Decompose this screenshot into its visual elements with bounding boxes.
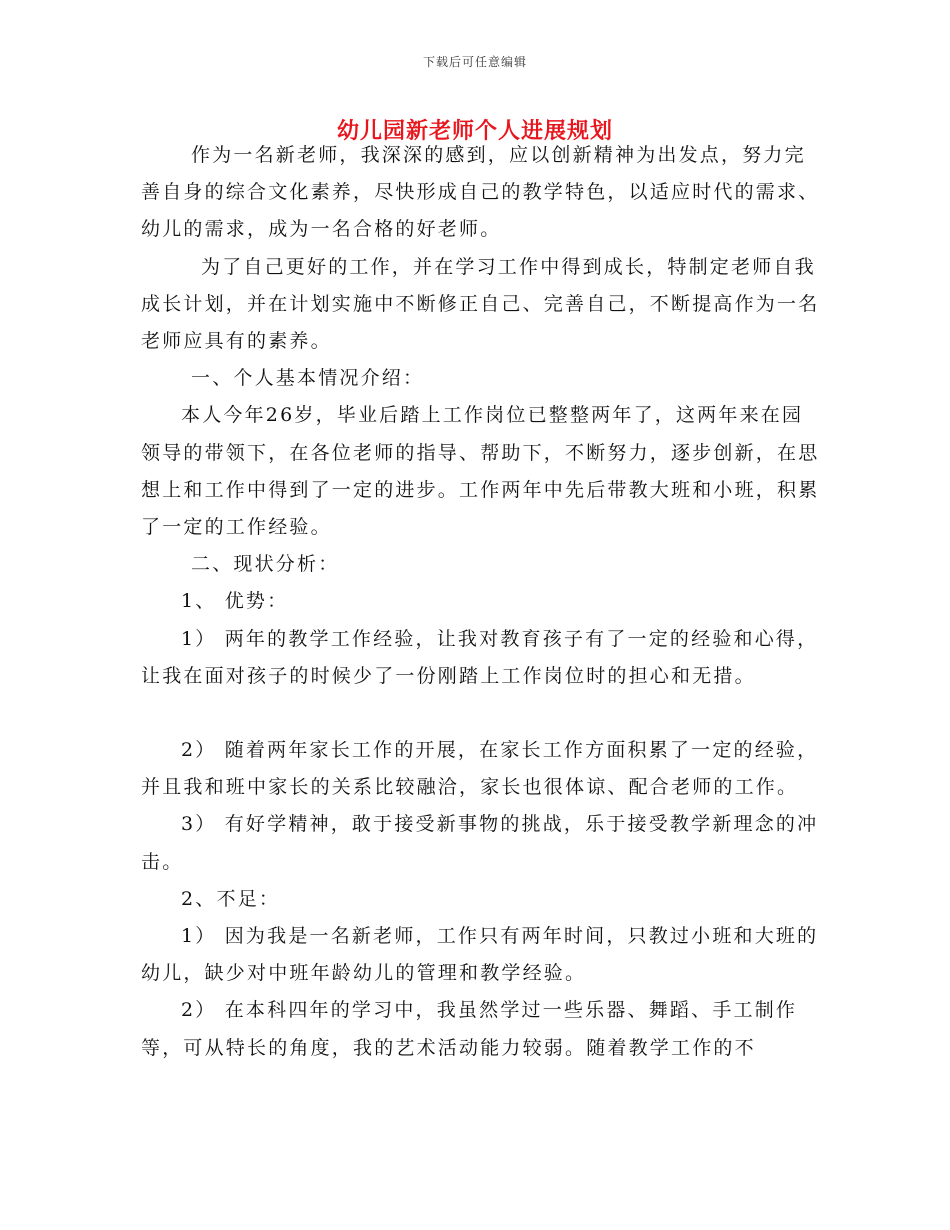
list-item-strength-1: 1） 两年的教学工作经验，让我对教育孩子有了一定的经验和心得，让我在面对孩子的时候少了一份刚踏上工作岗位时的担心和无措。	[141, 627, 819, 687]
paragraph-intro: 作为一名新老师，我深深的感到，应以创新精神为出发点，努力完善自身的综合文化素养，尽快形成自己的教学特色，以适应时代的需求、幼儿的需求，成为一名合格的好老师。	[141, 144, 820, 241]
list-item-weakness-1: 1） 因为我是一名新老师，工作只有两年时间，只教过小班和大班的幼儿，缺少对中班年龄幼儿的管理和教学经验。	[141, 925, 819, 985]
list-item-strength-2: 2） 随着两年家长工作的开展，在家长工作方面积累了一定的经验，并且我和班中家长的关系比较融洽，家长也很体谅、配合老师的工作。	[141, 739, 819, 799]
paragraph-purpose: 为了自己更好的工作，并在学习工作中得到成长，特制定老师自我成长计划，并在计划实施中不断修正自己、完善自己，不断提高作为一名老师应具有的素养。	[141, 255, 820, 353]
subheading-strengths: 1、 优势：	[181, 590, 289, 613]
paragraph-spacer	[141, 695, 821, 732]
section-heading-basic-info: 一、个人基本情况介绍：	[191, 367, 425, 390]
page-header-note: 下载后可任意编辑	[422, 55, 527, 69]
document-title: 幼儿园新老师个人进展规划	[336, 118, 613, 144]
list-item-weakness-2: 2） 在本科四年的学习中，我虽然学过一些乐器、舞蹈、手工制作等，可从特长的角度，我的艺术活动能力较弱。随着教学工作的不	[141, 999, 798, 1059]
section-heading-analysis: 二、现状分析：	[191, 553, 340, 576]
subheading-weaknesses: 2、不足：	[181, 887, 281, 910]
list-item-strength-3: 3） 有好学精神，敢于接受新事物的挑战，乐于接受教学新理念的冲击。	[141, 813, 819, 873]
paragraph-basic-info: 本人今年26岁，毕业后踏上工作岗位已整整两年了，这两年来在园领导的带领下，在各位老师的指导、帮助下，不断努力，逐步创新，在思想上和工作中得到了一定的进步。工作两年中先后带教大班和小班，积累了一定的工作经验。	[141, 404, 820, 539]
document-body	[141, 137, 821, 1067]
